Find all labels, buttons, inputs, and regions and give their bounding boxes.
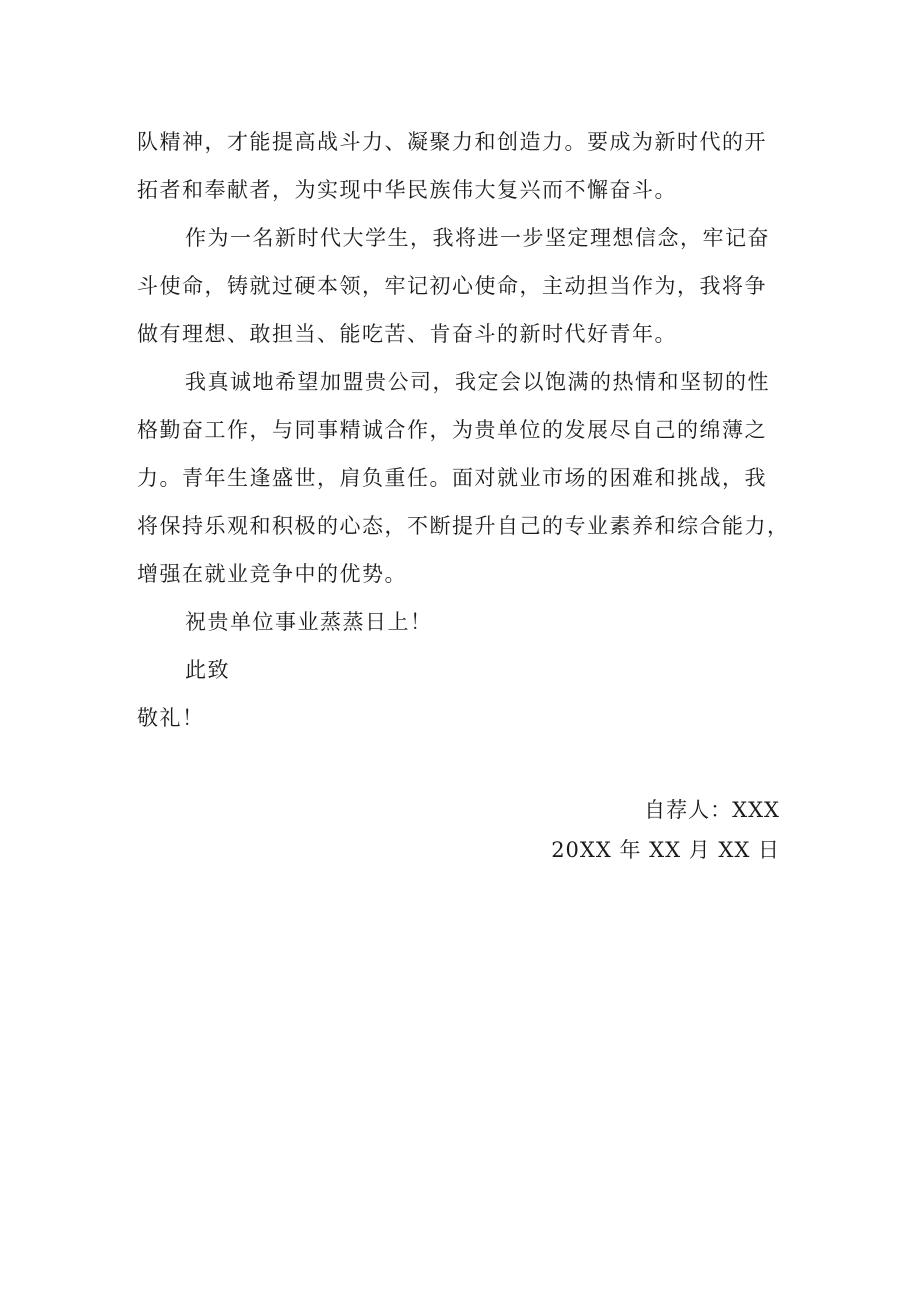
closing-wish: 祝贵单位事业蒸蒸日上！	[185, 610, 433, 634]
paragraph-2-line-1: 作为一名新时代大学生，我将进一步坚定理想信念，牢记奋	[185, 226, 770, 250]
signature-block	[551, 790, 780, 870]
closing-salutation: 此致	[185, 658, 230, 682]
paragraph-1-line-2: 拓者和奉献者，为实现中华民族伟大复兴而不懈奋斗。	[137, 178, 677, 202]
paragraph-1-line-1: 队精神，才能提高战斗力、凝聚力和创造力。要成为新时代的开	[137, 130, 767, 154]
paragraph-3-line-3: 力。青年生逢盛世，肩负重任。面对就业市场的困难和挑战，我	[137, 466, 767, 490]
paragraph-3	[137, 358, 797, 598]
paragraph-1	[137, 118, 797, 214]
paragraph-2-line-2: 斗使命，铸就过硬本领，牢记初心使命，主动担当作为，我将争	[137, 274, 767, 298]
paragraph-3-line-4: 将保持乐观和积极的心态，不断提升自己的专业素养和综合能力，	[137, 514, 790, 538]
paragraph-3-line-5: 增强在就业竞争中的优势。	[137, 562, 407, 586]
paragraph-3-line-1: 我真诚地希望加盟贵公司，我定会以饱满的热情和坚韧的性	[185, 370, 770, 394]
closing-regards: 敬礼！	[137, 706, 205, 730]
paragraph-3-line-2: 格勤奋工作，与同事精诚合作，为贵单位的发展尽自己的绵薄之	[137, 418, 767, 442]
paragraph-2-line-3: 做有理想、敢担当、能吃苦、肯奋斗的新时代好青年。	[137, 322, 677, 346]
signature-date: 20XX 年 XX 月 XX 日	[551, 838, 780, 862]
paragraph-2	[137, 214, 797, 358]
signature-name: 自荐人：XXX	[644, 798, 780, 822]
letter-body	[137, 118, 797, 742]
